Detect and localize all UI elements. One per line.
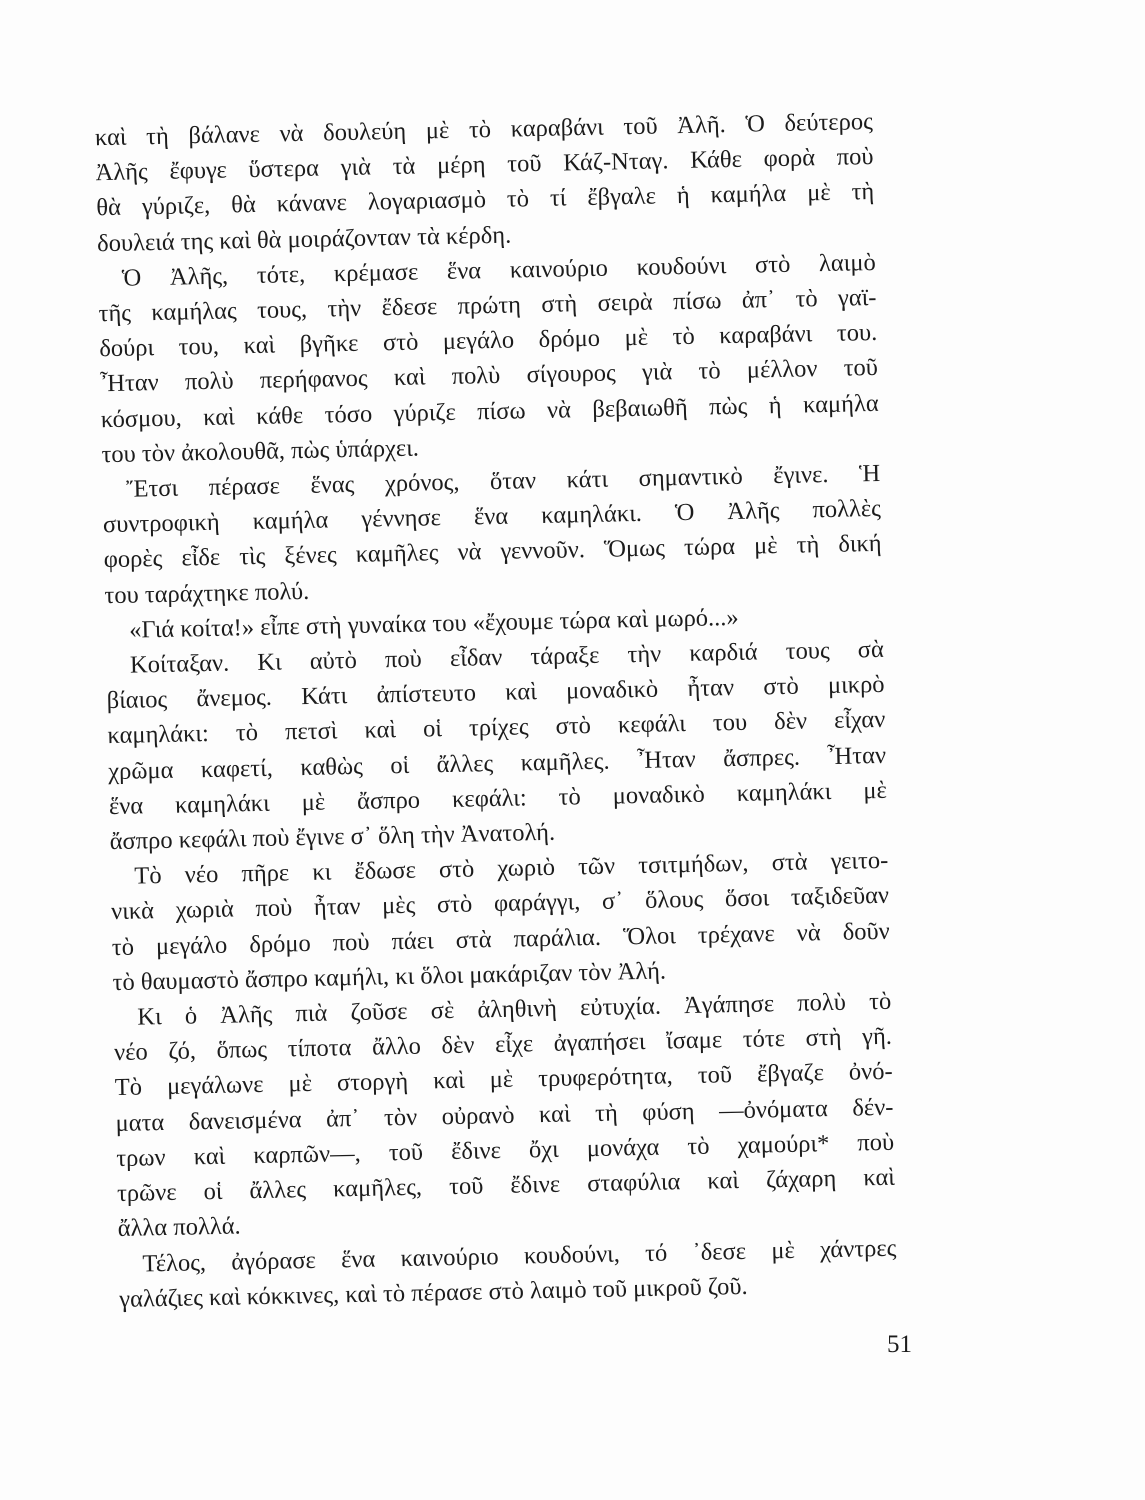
paragraph — [95, 104, 876, 261]
text-line: χρῶμα καφετί, καθὼς οἱ ἄλλες καμῆλες. Ἦταν ἄσπρες. Ἦταν — [107, 741, 887, 785]
text-line: Τὸ μεγάλωνε μὲ στοργὴ καὶ μὲ τρυφερότητα, τοῦ ἔβγαζε ὀνό- — [114, 1058, 893, 1102]
paragraph — [110, 843, 891, 1000]
text-line: κόσμου, καὶ κάθε τόσο γύριζε πίσω νὰ βεβαιωθῆ πὼς ἡ καμήλα — [100, 389, 879, 433]
text-line: φορὲς εἶδε τὶς ξένες καμῆλες νὰ γεννοῦν. Ὅμως τώρα μὲ τὴ δική — [103, 530, 882, 574]
text-line: θὰ γύριζε, θὰ κάνανε λογαριασμὸ τὸ τί ἔβγαλε ἡ καμήλα μὲ τὴ — [96, 178, 875, 222]
text-line: Τὸ νέο πῆρε κι ἔδωσε στὸ χωριὸ τῶν τσιτμήδων, στὰ γειτο- — [134, 847, 889, 890]
text-line: Ἦταν πολὺ περήφανος καὶ πολὺ σίγουρος γιὰ τὸ μέλλον τοῦ — [99, 354, 879, 398]
text-line: Ὁ Ἀλῆς, τότε, κρέμασε ἕνα καινούριο κουδούνι στὸ λαιμὸ — [121, 248, 876, 292]
text-line: δουλειά της καὶ θὰ μοιράζονταν τὰ κέρδη. — [96, 221, 512, 257]
text-line: συντροφικὴ καμήλα γέννησε ἕνα καμηλάκι. Ὁ Ἀλῆς πολλὲς — [102, 495, 882, 539]
text-line: ἄσπρο κεφάλι ποὺ ἔγινε σ᾿ ὅλη τὴν Ἀνατολή. — [109, 818, 556, 856]
text-line: Ἀλῆς ἔφυγε ὕστερα γιὰ τὰ μέρη τοῦ Κάζ-Νταγ. Κάθε φορὰ ποὺ — [95, 143, 874, 187]
body-text — [95, 104, 898, 1317]
text-line: τῆς καμήλας τους, τὴν ἔδεσε πρώτη στὴ σειρὰ πίσω ἀπ᾿ τὸ γαϊ- — [98, 283, 877, 328]
text-line: βίαιος ἄνεμος. Κάτι ἀπίστευτο καὶ μοναδικὸ ἦταν στὸ μικρὸ — [106, 671, 885, 715]
text-line: τὸ θαυμαστὸ ἄσπρο καμήλι, κι ὅλοι μακάριζαν τὸν Ἀλή. — [112, 957, 667, 996]
text-line: δούρι του, καὶ βγῆκε στὸ μεγάλο δρόμο μὲ τὸ καραβάνι του. — [99, 319, 878, 363]
text-line: ἕνα καμηλάκι μὲ ἄσπρο κεφάλι: τὸ μοναδικὸ καμηλάκι μὲ — [108, 776, 888, 820]
text-line: Τέλος, ἀγόρασε ἕνα καινούριο κουδούνι, τό ᾿δεσε μὲ χάντρες — [142, 1234, 897, 1278]
paragraph — [102, 456, 883, 613]
paragraph — [106, 632, 888, 859]
text-line: νικὰ χωριὰ ποὺ ἦταν μὲς στὸ φαράγγι, σ᾿ ὅλους ὅσοι ταξιδεῦαν — [110, 882, 890, 926]
text-line: Κοίταξαν. Κι αὐτὸ ποὺ εἶδαν τάραξε τὴν καρδιά τους σὰ — [129, 635, 885, 679]
text-line: ματα δανεισμένα ἀπ᾿ τὸν οὐρανὸ καὶ τὴ φύση —ὀνόματα δέν- — [115, 1093, 894, 1137]
text-line: καὶ τὴ βάλανε νὰ δουλεύη μὲ τὸ καραβάνι τοῦ Ἀλῆ. Ὁ δεύτερος — [94, 107, 874, 152]
text-line: τρῶνε οἱ ἄλλες καμῆλες, τοῦ ἔδινε σταφύλια καὶ ζάχαρη καὶ — [116, 1163, 896, 1208]
text-line: καμηλάκι: τὸ πετσὶ καὶ οἱ τρίχες στὸ κεφάλι του δὲν εἶχαν — [107, 706, 886, 750]
text-line: νέο ζό, ὅπως τίποτα ἄλλο δὲν εἶχε ἀγαπήσει ἴσαμε τότε στὴ γῆ. — [113, 1023, 893, 1067]
text-line: «Γιά κοίτα!» εἶπε στὴ γυναίκα του «ἔχουμε τώρα καὶ μωρό...» — [128, 603, 739, 644]
text-line: τὸ μεγάλο δρόμο ποὺ πάει στὰ παράλια. Ὅλοι τρέχανε νὰ δοῦν — [111, 917, 890, 961]
text-line: του τὸν ἀκολουθᾶ, πὼς ὑπάρχει. — [101, 434, 420, 469]
paragraph — [98, 245, 880, 472]
paragraph — [113, 984, 896, 1247]
text-line: του ταράχτηκε πολύ. — [104, 577, 310, 609]
text-line: τρων καὶ καρπῶν—, τοῦ ἔδινε ὄχι μονάχα τὸ χαμούρι* ποὺ — [116, 1128, 895, 1172]
text-line: Κι ὁ Ἀλῆς πιὰ ζοῦσε σὲ ἀληθινὴ εὐτυχία. Ἀγάπησε πολὺ τὸ — [137, 987, 892, 1031]
page-number: 51 — [887, 1331, 912, 1358]
text-line: γαλάζιες καὶ κόκκινες, καὶ τὸ πέρασε στὸ λαιμὸ τοῦ μικροῦ ζοῦ. — [118, 1272, 748, 1313]
text-line: ἄλλα πολλά. — [117, 1212, 241, 1243]
text-line: Ἔτσι πέρασε ἕνας χρόνος, ὅταν κάτι σημαντικὸ ἔγινε. Ἡ — [126, 459, 881, 503]
